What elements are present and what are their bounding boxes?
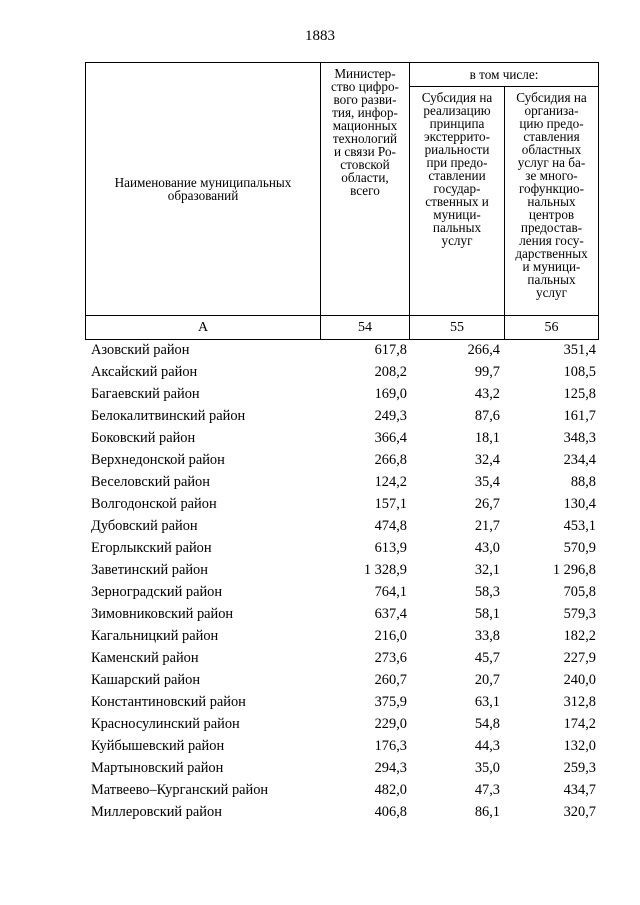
row-sub2: 312,8 [563,694,596,710]
row-sub1: 21,7 [474,518,500,534]
header-sub2-line: дарственных [515,246,588,261]
row-sub1: 43,0 [474,540,500,556]
header-sub1-line: Субсидия на [421,90,493,105]
header-sub1-line: риальности [424,142,490,157]
row-sub2: 453,1 [563,518,596,534]
row-sub1: 86,1 [474,804,500,820]
row-sub2: 108,5 [563,364,596,380]
header-total-line: области, [341,170,389,185]
table-row [91,603,596,625]
row-sub1: 58,3 [474,584,500,600]
row-sub2: 88,8 [570,474,596,490]
header-sub2-line: ления госу- [519,233,584,248]
header-sub1-line: государ- [433,181,481,196]
header-sub1-line: услуг [441,233,473,248]
column-number-54: 54 [321,316,410,340]
table-row [91,471,596,493]
row-sub1: 43,2 [474,386,500,402]
header-sub2-line: ставления [523,129,580,144]
table-row [91,625,596,647]
row-sub2: 351,4 [563,342,596,358]
table-row [91,779,596,801]
row-sub1: 54,8 [474,716,500,732]
header-municipality-name [86,63,321,316]
table-body [91,339,596,823]
header-sub2-line: услуг [535,285,568,300]
row-name: Веселовский район [91,474,210,490]
row-sub1: 47,3 [474,782,500,798]
column-number-55: 55 [410,316,505,340]
table-row [91,735,596,757]
row-sub1: 35,4 [474,474,500,490]
row-name: Боковский район [91,430,196,446]
row-total: 1 328,9 [363,562,407,578]
row-total: 375,9 [374,694,407,710]
row-sub2: 579,3 [563,606,596,622]
row-total: 208,2 [374,364,407,380]
header-sub2-line: предостав- [520,220,583,235]
table-row [91,559,596,581]
column-number-56: 56 [505,316,599,340]
row-total: 613,9 [374,540,407,556]
table-row [91,713,596,735]
header-total-line: всего [350,183,380,198]
table-row [91,515,596,537]
row-sub1: 58,1 [474,606,500,622]
row-sub1: 20,7 [474,672,500,688]
row-name: Константиновский район [91,694,246,710]
row-name: Белокалитвинский район [91,408,246,424]
row-name: Куйбышевский район [91,738,225,754]
row-total: 229,0 [374,716,407,732]
header-total-line: стовской [340,157,390,172]
header-sub2-line: пальных [527,272,576,287]
header-ministry-total [321,63,410,316]
table-row [91,493,596,515]
header-sub2-line: услуг на ба- [517,155,586,170]
row-name: Миллеровский район [91,804,222,820]
header-sub2-line: гофункцио- [518,181,585,196]
header-sub1-line: реализацию [423,103,491,118]
header-sub1-line: ставлении [428,168,486,183]
header-total-line: и связи Ро- [334,144,396,159]
row-total: 266,8 [374,452,407,468]
table-row [91,669,596,691]
row-sub2: 705,8 [563,584,596,600]
header-sub1-line: пальных [432,220,482,235]
table-row [91,757,596,779]
header-sub2-line: и муници- [522,259,581,274]
row-name: Заветинский район [91,562,208,578]
row-sub2: 259,3 [563,760,596,776]
header-sub1-line: муници- [433,207,481,222]
row-total: 249,3 [374,408,407,424]
row-name: Дубовский район [91,518,198,534]
row-total: 124,2 [374,474,407,490]
row-sub1: 99,7 [474,364,500,380]
row-name: Егорлыкский район [91,540,212,556]
row-total: 260,7 [374,672,407,688]
table-row [91,361,596,383]
row-sub2: 132,0 [563,738,596,754]
row-sub1: 33,8 [474,628,500,644]
header-total-line: вого разви- [333,92,397,107]
table-row [91,691,596,713]
row-total: 637,4 [374,606,407,622]
table-row [91,537,596,559]
row-name: Каменский район [91,650,199,666]
header-sub1-line: экстеррито- [423,129,491,144]
row-total: 406,8 [374,804,407,820]
header-sub2-line: областных [521,142,582,157]
row-name: Мартыновский район [91,760,224,776]
header-sub2-line: нальных [527,194,576,209]
table-row [91,581,596,603]
row-sub2: 348,3 [563,430,596,446]
header-sub2-line: Субсидия на [516,90,587,105]
header-sub2-line: центров [528,207,575,222]
row-total: 366,4 [374,430,407,446]
row-sub2: 125,8 [563,386,596,402]
table-row [91,383,596,405]
row-name: Кашарский район [91,672,201,688]
header-sub1-line: при предо- [426,155,488,170]
row-sub2: 161,7 [563,408,596,424]
row-total: 176,3 [374,738,407,754]
row-sub2: 240,0 [563,672,596,688]
row-sub2: 570,9 [563,540,596,556]
row-name: Волгодонской район [91,496,217,512]
header-total-line: ство цифро- [331,79,399,94]
row-total: 216,0 [374,628,407,644]
row-sub2: 182,2 [563,628,596,644]
row-total: 482,0 [374,782,407,798]
page-number: 1883 [305,28,335,44]
table-row [91,427,596,449]
row-sub2: 434,7 [563,782,596,798]
header-sub1-line: ственных и [425,194,489,209]
row-name: Аксайский район [91,364,198,380]
row-total: 617,8 [374,342,407,358]
row-total: 273,6 [374,650,407,666]
row-name: Матвеево–Курганский район [91,782,269,798]
row-sub2: 320,7 [563,804,596,820]
table-row [91,801,596,823]
row-name: Красносулинский район [91,716,240,732]
row-name: Багаевский район [91,386,200,402]
row-name: Кагальницкий район [91,628,219,644]
row-sub1: 87,6 [474,408,500,424]
row-sub1: 45,7 [474,650,500,666]
row-total: 474,8 [374,518,407,534]
row-sub1: 44,3 [474,738,500,754]
header-sub2-line: организа- [524,103,579,118]
header-sub2-line: зе много- [525,168,578,183]
header-sub1-line: принципа [429,116,485,131]
row-name: Азовский район [91,342,190,358]
table-row [91,405,596,427]
row-sub1: 26,7 [474,496,500,512]
table-row [91,339,596,361]
table-header [85,62,599,340]
header-subsidy-mfc [505,87,599,316]
row-sub1: 32,4 [474,452,500,468]
row-sub1: 18,1 [474,430,500,446]
row-sub2: 227,9 [563,650,596,666]
header-total-line: Министер- [334,66,396,81]
table-row [91,647,596,669]
row-total: 169,0 [374,386,407,402]
header-sub2-line: цию предо- [519,116,584,131]
row-sub1: 63,1 [474,694,500,710]
header-total-line: технологий [332,131,398,146]
header-subsidy-extraterritoriality [410,87,505,316]
row-total: 157,1 [374,496,407,512]
row-sub1: 35,0 [474,760,500,776]
header-total-line: тия, инфор- [332,105,398,120]
table-row [91,449,596,471]
row-name: Зерноградский район [91,584,223,600]
row-sub2: 234,4 [563,452,596,468]
row-name: Верхнедонской район [91,452,225,468]
header-name-line: образований [167,188,239,203]
row-total: 294,3 [374,760,407,776]
header-including-group: в том числе: [410,63,599,87]
column-number-a: А [86,316,321,340]
row-sub2: 1 296,8 [552,562,596,578]
row-sub1: 32,1 [474,562,500,578]
row-sub2: 130,4 [563,496,596,512]
header-name-line: Наименование муниципальных [114,175,292,190]
header-total-line: мационных [332,118,398,133]
row-total: 764,1 [374,584,407,600]
row-sub2: 174,2 [563,716,596,732]
row-name: Зимовниковский район [91,606,234,622]
row-sub1: 266,4 [467,342,500,358]
